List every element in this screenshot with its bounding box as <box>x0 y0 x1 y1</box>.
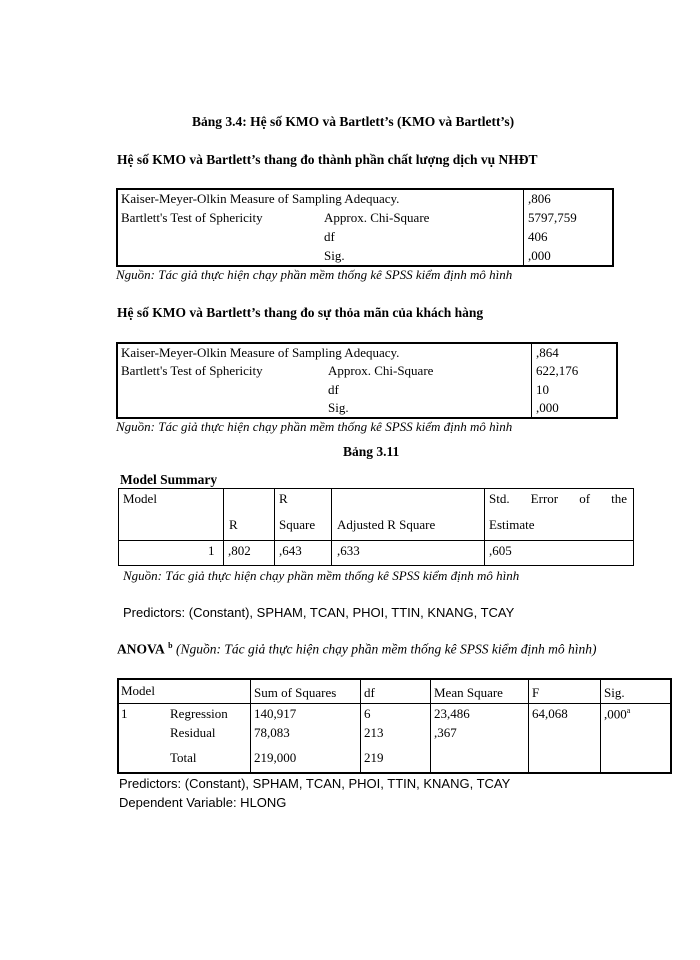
table1-kmo-value: ,806 <box>528 191 551 206</box>
ms-header-std-word-1: Std. <box>489 491 510 506</box>
ms-col-divider-1 <box>223 488 224 566</box>
table1-df-value: 406 <box>528 229 548 244</box>
table311-heading: Bảng 3.11 <box>343 444 400 459</box>
ms-col-divider-3 <box>331 488 332 566</box>
table2-divider <box>531 342 532 419</box>
table1-sig-value: ,000 <box>528 248 551 263</box>
anova-row-df: 219 <box>364 750 384 765</box>
ms-col-divider-4 <box>484 488 485 566</box>
table2-source: Nguồn: Tác giả thực hiện chạy phần mềm thống kê SPSS kiểm định mô hình <box>116 419 513 434</box>
anova-row-sig-value: ,000 <box>604 706 627 722</box>
anova-row-sig <box>604 706 630 722</box>
anova-model-number: 1 <box>121 706 128 721</box>
anova-header-model: Model <box>121 683 155 698</box>
anova-title-sup: b <box>168 641 173 650</box>
anova-header-df: df <box>364 685 375 700</box>
table1-bartlett-label: Bartlett's Test of Sphericity <box>121 210 263 225</box>
table2-sig-label: Sig. <box>328 400 349 415</box>
ms-header-std-bottom: Estimate <box>489 517 535 532</box>
table1-caption: Hệ số KMO và Bartlett’s thang đo thành phần chất lượng dịch vụ NHĐT <box>117 152 538 167</box>
anova-title-label: ANOVA <box>117 641 165 657</box>
ms-row-adj: ,633 <box>337 543 360 558</box>
anova-title <box>117 641 597 658</box>
anova-row-label: Residual <box>170 725 216 740</box>
ms-row-std: ,605 <box>489 543 512 558</box>
ms-source: Nguồn: Tác giả thực hiện chạy phần mềm thống kê SPSS kiểm định mô hình <box>123 568 520 583</box>
anova-col-divider-2 <box>360 678 361 774</box>
anova-row-sig-sup: a <box>626 706 631 715</box>
ms-col-divider-2 <box>274 488 275 566</box>
table2-kmo-label: Kaiser-Meyer-Olkin Measure of Sampling Adequacy. <box>121 345 400 360</box>
ms-header-model: Model <box>123 491 157 506</box>
ms-row-r: ,802 <box>228 543 251 558</box>
ms-header-std-word-4: the <box>611 491 627 506</box>
table2-bartlett-label: Bartlett's Test of Sphericity <box>121 363 263 378</box>
ms-predictors: Predictors: (Constant), SPHAM, TCAN, PHOI, TTIN, KNANG, TCAY <box>123 605 515 620</box>
anova-header-ss: Sum of Squares <box>254 685 337 700</box>
ms-row-model: 1 <box>208 543 215 558</box>
table2-kmo-value: ,864 <box>536 345 559 360</box>
anova-predictors: Predictors: (Constant), SPHAM, TCAN, PHOI, TTIN, KNANG, TCAY <box>119 776 511 791</box>
table2-sig-value: ,000 <box>536 400 559 415</box>
table1-divider <box>523 188 524 267</box>
anova-col-divider-3 <box>430 678 431 774</box>
ms-header-r: R <box>229 517 238 532</box>
anova-row-ss: 78,083 <box>254 725 290 740</box>
anova-row-df: 213 <box>364 725 384 740</box>
model-summary-title: Model Summary <box>120 472 218 487</box>
ms-header-std-word-3: of <box>579 491 591 506</box>
anova-header-ms: Mean Square <box>434 685 503 700</box>
anova-row-label: Regression <box>170 706 228 721</box>
table1-df-label: df <box>324 229 335 244</box>
ms-row-r2: ,643 <box>279 543 302 558</box>
anova-col-divider-1 <box>250 678 251 774</box>
table1-chisq-label: Approx. Chi-Square <box>324 210 430 225</box>
table1-source: Nguồn: Tác giả thực hiện chạy phần mềm thống kê SPSS kiểm định mô hình <box>116 267 513 282</box>
anova-header-sig: Sig. <box>604 685 625 700</box>
main-heading: Bảng 3.4: Hệ số KMO và Bartlett’s (KMO và Bartlett’s) <box>192 114 515 129</box>
anova-row-df: 6 <box>364 706 371 721</box>
table2-df-value: 10 <box>536 382 549 397</box>
table2-df-label: df <box>328 382 339 397</box>
table2-chisq-label: Approx. Chi-Square <box>328 363 434 378</box>
anova-row-ms: 23,486 <box>434 706 470 721</box>
table1-kmo-label: Kaiser-Meyer-Olkin Measure of Sampling Adequacy. <box>121 191 400 206</box>
table2-chisq-value: 622,176 <box>536 363 579 378</box>
table1-sig-label: Sig. <box>324 248 345 263</box>
anova-row-ss: 140,917 <box>254 706 297 721</box>
ms-header-adj: Adjusted R Square <box>337 517 436 532</box>
anova-row-ss: 219,000 <box>254 750 297 765</box>
table2-caption: Hệ số KMO và Bartlett’s thang đo sự thỏa mãn của khách hàng <box>117 305 484 320</box>
anova-header-f: F <box>532 685 540 700</box>
anova-col-divider-4 <box>528 678 529 774</box>
anova-row-label: Total <box>170 750 197 765</box>
ms-header-std-top <box>489 491 627 507</box>
anova-title-source: (Nguồn: Tác giả thực hiện chạy phần mềm thống kê SPSS kiểm định mô hình) <box>175 641 597 657</box>
anova-header-divider <box>117 703 672 704</box>
anova-dependent: Dependent Variable: HLONG <box>119 795 287 810</box>
anova-row-f: 64,068 <box>532 706 568 721</box>
anova-col-divider-5 <box>600 678 601 774</box>
ms-header-std-word-2: Error <box>530 491 559 506</box>
ms-header-r2-top: R <box>279 491 288 506</box>
ms-header-r2-bottom: Square <box>279 517 316 532</box>
anova-row-ms: ,367 <box>434 725 457 740</box>
model-summary-row-divider <box>118 540 634 541</box>
table1-chisq-value: 5797,759 <box>528 210 577 225</box>
